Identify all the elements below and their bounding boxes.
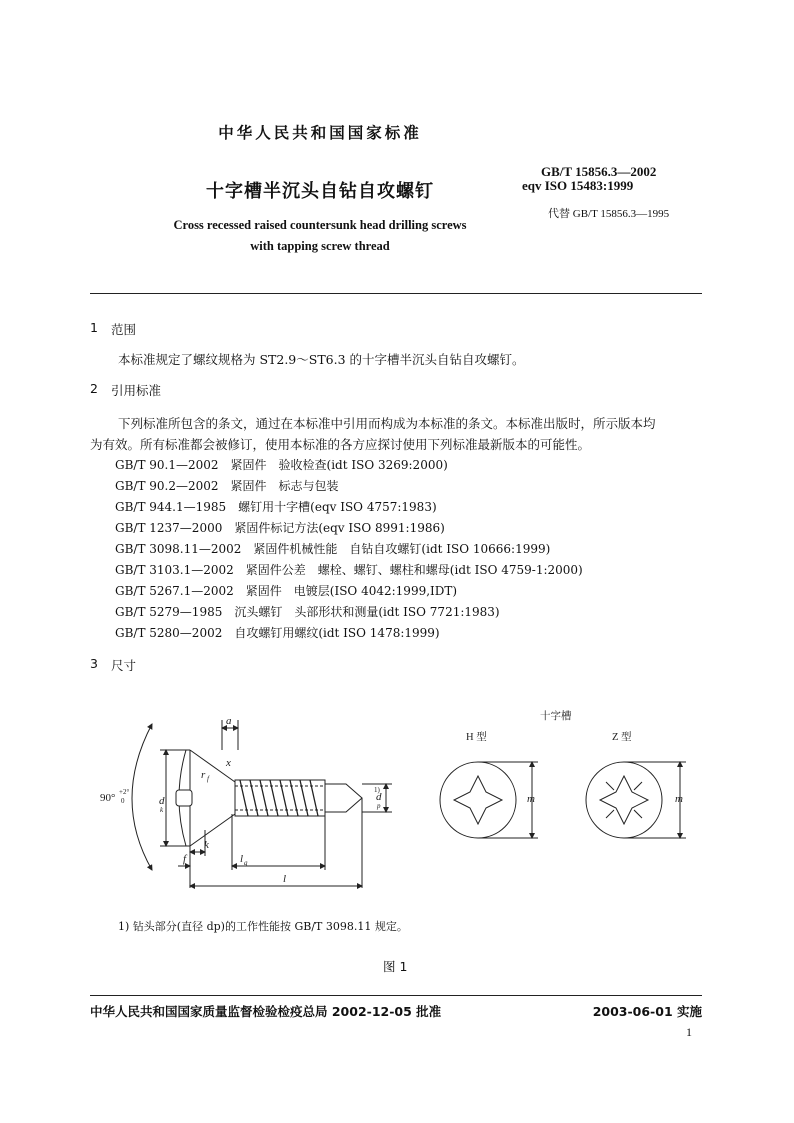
dim-f-label: f — [183, 853, 187, 865]
figure-footnote: 1) 钻头部分(直径 dp)的工作性能按 GB/T 3098.11 规定。 — [118, 920, 408, 933]
section-1-text: 本标准规定了螺纹规格为 ST2.9～ST6.3 的十字槽半沉头自钻自攻螺钉。 — [118, 352, 525, 367]
standard-replaces: 代替 GB/T 15856.3—1995 — [548, 208, 670, 220]
reference-item: GB/T 3098.11—2002 紧固件机械性能 自钻自攻螺钉(idt ISO 10666:1999) — [115, 542, 551, 556]
effective-date: 2003-06-01 实施 — [592, 1004, 702, 1019]
dim-dp-sub: p — [377, 802, 381, 810]
section-2-para-line2: 为有效。所有标准都会被修订，使用本标准的各方应探讨使用下列标准最新版本的可能性。 — [90, 437, 591, 452]
dim-l-label: l — [283, 873, 287, 885]
header-divider — [90, 293, 702, 294]
standard-org-title: 中华人民共和国国家标准 — [218, 124, 422, 142]
reference-item: GB/T 90.1—2002 紧固件 验收检查(idt ISO 3269:2000) — [115, 458, 448, 472]
reference-item: GB/T 5267.1—2002 紧固件 电镀层(ISO 4042:1999,IDT) — [115, 584, 458, 598]
standard-eqv: eqv ISO 15483:1999 — [522, 178, 634, 193]
dim-rf-sub: f — [207, 775, 209, 783]
standard-title-en-line2: with tapping screw thread — [250, 239, 390, 253]
standard-title-cn: 十字槽半沉头自钻自攻螺钉 — [206, 181, 434, 202]
dim-x-label: x — [226, 757, 231, 769]
dim-dp-label: d — [376, 791, 382, 803]
angle-tol-low-label: 0 — [121, 797, 125, 805]
dim-dk-sub: k — [160, 806, 164, 814]
reference-item: GB/T 5279—1985 沉头螺钉 头部形状和测量(idt ISO 7721:1983) — [115, 605, 500, 619]
section-2-para-line1: 下列标准所包含的条文，通过在本标准中引用而构成为本标准的条文。本标准出版时，所示版本均 — [118, 416, 656, 431]
reference-item: GB/T 944.1—1985 螺钉用十字槽(eqv ISO 4757:1983) — [115, 500, 437, 514]
dim-dp-sup: 1) — [374, 786, 380, 794]
angle-label: 90° — [100, 792, 116, 804]
h-type-label: H 型 — [466, 732, 487, 743]
footer-divider — [90, 995, 702, 996]
screw-dimension-figure — [0, 690, 794, 990]
dim-lg-label: l — [240, 853, 244, 865]
section-1-title: 范围 — [111, 322, 137, 337]
standard-number: GB/T 15856.3—2002 — [541, 164, 657, 179]
angle-tol-label: +2° — [119, 788, 130, 796]
approval-line: 中华人民共和国国家质量监督检验检疫总局 2002-12-05 批准 — [90, 1004, 442, 1019]
section-2-number: 2 — [90, 381, 98, 396]
reference-item: GB/T 1237—2000 紧固件标记方法(eqv ISO 8991:1986) — [115, 521, 445, 535]
dim-k-label: k — [204, 839, 209, 851]
dim-a-label: a — [226, 715, 232, 727]
standard-title-en-line1: Cross recessed raised countersunk head drilling screws — [173, 218, 467, 232]
z-type-label: Z 型 — [612, 732, 632, 743]
dim-rf-label: r — [201, 769, 206, 781]
section-1-number: 1 — [90, 320, 98, 335]
dim-dk-label: d — [159, 795, 165, 807]
section-2-title: 引用标准 — [111, 383, 162, 398]
section-3-number: 3 — [90, 656, 98, 671]
dim-lg-sub: g — [244, 859, 248, 867]
reference-item: GB/T 5280—2002 自攻螺钉用螺纹(idt ISO 1478:1999) — [115, 626, 440, 640]
page-number: 1 — [686, 1025, 692, 1039]
figure-caption: 图 1 — [383, 959, 408, 974]
dim-m-label-z: m — [675, 793, 683, 805]
dim-m-label-h: m — [527, 793, 535, 805]
section-3-title: 尺寸 — [111, 658, 137, 673]
recess-title: 十字槽 — [540, 711, 572, 722]
reference-item: GB/T 3103.1—2002 紧固件公差 螺栓、螺钉、螺柱和螺母(idt ISO 4759-1:2000) — [115, 563, 583, 577]
reference-item: GB/T 90.2—2002 紧固件 标志与包装 — [115, 479, 339, 493]
